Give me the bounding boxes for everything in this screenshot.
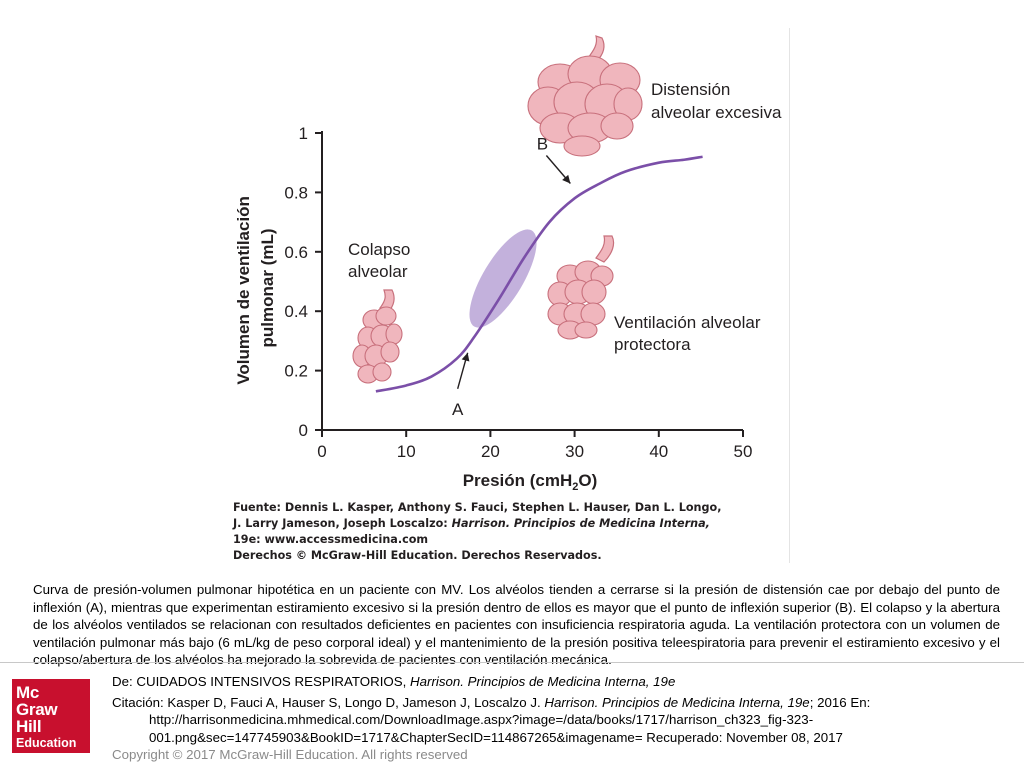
reference-from-prefix: De: CUIDADOS INTENSIVOS RESPIRATORIOS, <box>112 674 411 689</box>
source-authors: J. Larry Jameson, Joseph Loscalzo: <box>233 517 452 530</box>
x-axis-label <box>463 471 598 493</box>
x-tick-label-1: 10 <box>396 442 416 461</box>
y-tick-label-1: 0.2 <box>284 361 308 381</box>
alveoli-illustrations <box>353 36 642 383</box>
x-axis-label-main: Presión (cmH <box>462 471 573 490</box>
citation-title: Harrison. Principios de Medicina Interna, 19e <box>544 694 810 710</box>
x-axis-label-tail: O) <box>578 471 598 490</box>
source-note <box>233 500 793 564</box>
source-line-4: Derechos © McGraw-Hill Education. Derechos Reservados. <box>233 549 602 562</box>
footer <box>0 662 1024 769</box>
mcgraw-hill-logo <box>12 679 90 753</box>
alveoli-overdistended-sac-9 <box>601 113 633 139</box>
x-tick-label-4: 40 <box>649 442 669 461</box>
y-axis-label-line1: Volumen de ventilación <box>234 196 253 385</box>
alveoli-collapsed-sac-4 <box>386 324 402 344</box>
citation-authors: Citación: Kasper D, Fauci A, Hauser S, Longo D, Jameson J, Loscalzo J <box>112 694 537 710</box>
citation-dot: . <box>536 694 545 710</box>
alveoli-protective <box>548 236 614 339</box>
x-tick-label-5: 50 <box>733 442 753 461</box>
reference-from <box>112 673 1012 691</box>
alveoli-label-overdistension-2: alveolar excesiva <box>651 103 782 122</box>
alveoli-collapsed-sac-9 <box>373 363 391 381</box>
citation-year: ; 2016 En: <box>809 694 871 710</box>
citation-url-2[interactable]: 001.png&sec=147745903&BookID=1717&ChapterSecID=114867265&imagename= Recuperado: November 08, 2017 <box>149 729 843 745</box>
y-tick-label-5: 1 <box>298 124 308 143</box>
citation-url-1[interactable]: http://harrisonmedicina.mhmedical.com/DownloadImage.aspx?image=/data/books/1717/harrison_ch323_fig-323- <box>149 712 814 727</box>
source-line-1: Fuente: Dennis L. Kasper, Anthony S. Fauci, Stephen L. Hauser, Dan L. Longo, <box>233 501 722 514</box>
logo-mc: Mc <box>16 683 40 702</box>
y-tick-label-4: 0.8 <box>284 183 308 203</box>
x-axis-label-sub: 2 <box>572 481 579 493</box>
source-line-2 <box>233 516 793 532</box>
source-book-title: Harrison. Principios de Medicina Interna, <box>451 517 710 530</box>
source-line-3: 19e: www.accessmedicina.com <box>233 533 429 546</box>
x-tick-label-0: 0 <box>317 442 327 461</box>
copyright-notice: Copyright © 2017 McGraw-Hill Education. All rights reserved <box>112 747 468 762</box>
x-tick-label-3: 30 <box>565 442 585 461</box>
highlight-ellipse <box>457 220 549 337</box>
y-tick-label-2: 0.4 <box>284 302 308 322</box>
figure-caption: Curva de presión-volumen pulmonar hipotética en un paciente con MV. Los alvéolos tienden a cerrarse si la presión de distensión cae por debajo del punto de inflexión (A), mientras que experimentan estiramiento excesivo si la presión dentro de ellos es mayor que el punto de inflexión superior (B). El colapso y la abertura de los alvéolos ventilados se relacionan con resultados deficientes en pacientes con insuficiencia respiratoria aguda. La ventilación protectora con un volumen de ventilación pulmonar más bajo (6 mL/kg de peso corporal ideal) y el mantenimiento de la presión positiva teleespiratoria para prevenir el estiramiento excesivo y el colapso/abertura de los alvéolos ha mejorado la sobrevida de pacientes con ventilación mecánica. <box>33 582 1000 667</box>
y-tick-label-3: 0.6 <box>284 242 308 262</box>
alveoli-protective-sac-5 <box>582 280 606 304</box>
alveoli-label-protective-1: Ventilación alveolar <box>614 313 761 332</box>
alveoli-label-overdistension-1: Distensión <box>651 80 731 99</box>
alveoli-label-protective-2: protectora <box>614 335 691 354</box>
reference-citation <box>112 694 1012 712</box>
logo-education: Education <box>16 736 77 750</box>
plot-area <box>284 124 752 461</box>
alveoli-label-collapse-2: alveolar <box>348 262 408 281</box>
annotation-label-A: A <box>451 399 464 419</box>
alveoli-overdistended-sac-10 <box>564 136 600 156</box>
reference-from-title: Harrison. Principios de Medicina Interna, 19e <box>410 674 676 689</box>
y-axis-label <box>234 191 277 384</box>
alveoli-collapsed-sac-1 <box>376 307 396 325</box>
annotation-label-B: B <box>536 134 549 154</box>
reference-block <box>112 673 1012 746</box>
alveoli-collapsed <box>353 290 402 383</box>
series-line-0 <box>376 157 703 392</box>
divider-line <box>789 28 790 563</box>
alveoli-protective-duct <box>596 236 614 262</box>
y-axis-label-line2: pulmonar (mL) <box>258 228 277 348</box>
alveoli-label-collapse-1: Colapso <box>348 240 411 259</box>
y-tick-label-0: 0 <box>298 421 308 440</box>
alveoli-protective-sac-10 <box>575 322 597 338</box>
x-tick-label-2: 20 <box>480 442 500 461</box>
logo-graw: Graw <box>16 700 58 719</box>
logo-hill: Hill <box>16 717 42 736</box>
alveoli-collapsed-sac-7 <box>381 342 399 362</box>
